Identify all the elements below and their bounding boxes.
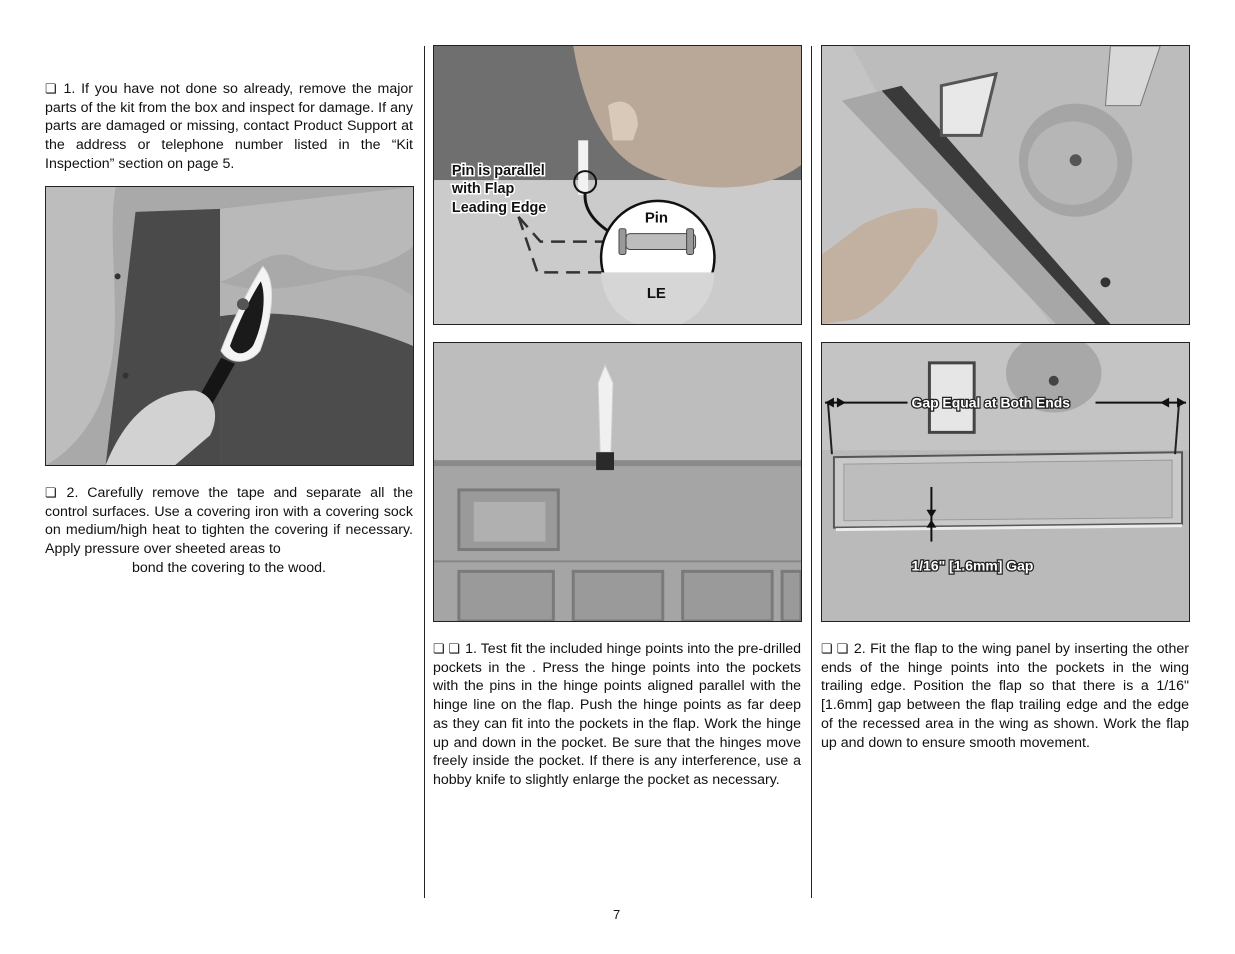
pin-note-line-2: with Flap (451, 180, 515, 197)
checkbox-icon[interactable]: ❏ ❏ (433, 641, 461, 656)
hinge-step-1-paragraph (433, 640, 801, 790)
column-divider-right (811, 46, 812, 898)
photo-hinge-pin-alignment (433, 45, 802, 325)
photo-flap-gap (821, 342, 1190, 622)
gap-equal-label: Gap Equal at Both Ends (911, 394, 1071, 411)
checkbox-icon[interactable]: ❏ (45, 485, 57, 500)
step-2-paragraph (45, 484, 413, 578)
photo-fitting-flap (821, 45, 1190, 325)
checkbox-icon[interactable]: ❏ (45, 81, 57, 96)
pin-label: Pin (644, 210, 669, 227)
step-2-text: 2. Carefully remove the tape and separate all the control surfaces. Use a covering iron with a covering sock on medium/high heat to tighten the covering if necessary. Apply pressure over sheeted areas to (45, 485, 413, 558)
checkbox-icon[interactable]: ❏ ❏ (821, 641, 849, 656)
pin-note-line-3: Leading Edge (451, 199, 547, 216)
step-2-text-end: bond the covering to the wood. (131, 559, 327, 576)
hinge-step-1-text: 1. Test fit the included hinge points into the pre-drilled pockets in the . Press the hinge points into the pockets with the pins in the hinge points aligned parallel with the hinge line on the flap. Push the hinge points as far deep as they can fit into the pockets in the flap. Work the hinge up and down in the pocket. Be sure that the hinges move freely inside the pocket. If there is any interference, use a hobby knife to slightly enlarge the pocket as necessary. (433, 641, 801, 788)
hinge-step-2-text: 2. Fit the flap to the wing panel by inserting the other ends of the hinge points into the pockets in the wing trailing edge. Position the flap so that there is a 1/16" [1.6mm] gap between the flap trailing edge and the edge of the recessed area in the wing as shown. Work the flap up and down to ensure smooth movement. (821, 641, 1190, 751)
step-1-paragraph (45, 80, 413, 174)
photo-hinge-in-flap (433, 342, 802, 622)
photo-covering-iron (45, 186, 414, 466)
pin-note-line-1: Pin is parallel (451, 163, 545, 180)
step-1-text: 1. If you have not done so already, remove the major parts of the kit from the box and inspect for damage. If any parts are damaged or missing, contact Product Support at the address or telephone number listed in the “Kit Inspection” section on page 5. (45, 81, 413, 172)
page-number: 7 (613, 907, 621, 922)
column-divider-left (424, 46, 425, 898)
le-label: LE (646, 286, 666, 303)
hinge-step-2-paragraph (821, 640, 1189, 752)
gap-size-label: 1/16" [1.6mm] Gap (911, 557, 1034, 574)
